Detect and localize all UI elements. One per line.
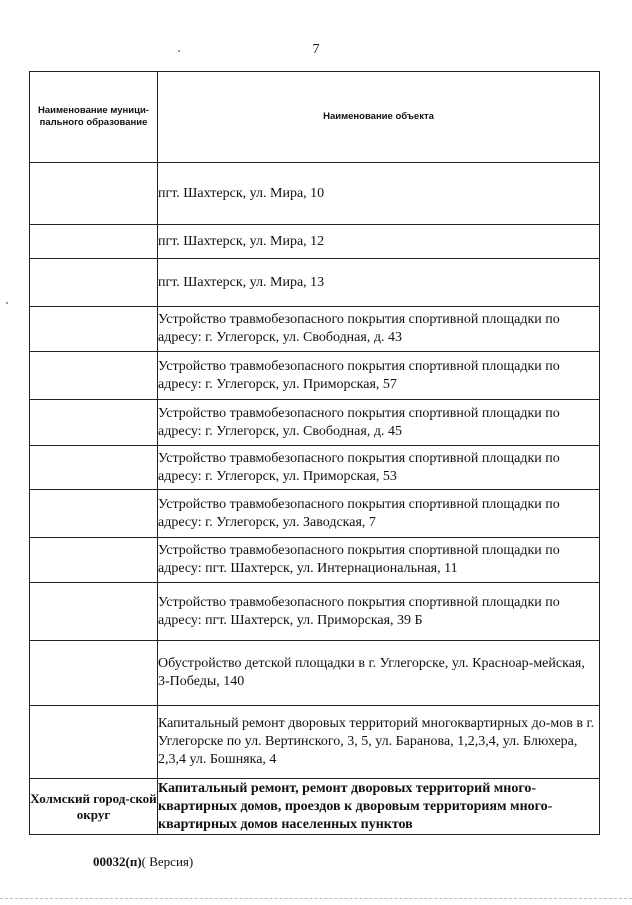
table-row bbox=[30, 259, 600, 307]
object-cell: Устройство травмобезопасного покрытия спортивной площадки по адресу: г. Углегорск, ул. Приморская, 53 bbox=[158, 446, 600, 490]
table-row bbox=[30, 641, 600, 706]
municipality-cell bbox=[30, 259, 158, 307]
municipality-cell bbox=[30, 400, 158, 446]
object-cell: Капитальный ремонт, ремонт дворовых территорий много-квартирных домов, проездов к дворовым территориям много-квартирных домов населенных пунктов bbox=[158, 779, 600, 835]
table-row bbox=[30, 583, 600, 641]
table-header-row bbox=[30, 72, 600, 163]
municipality-cell bbox=[30, 225, 158, 259]
header-object: Наименование объекта bbox=[158, 72, 600, 163]
scan-speck bbox=[6, 302, 8, 304]
object-cell: Устройство травмобезопасного покрытия спортивной площадки по адресу: пгт. Шахтерск, ул. Приморская, 39 Б bbox=[158, 583, 600, 641]
municipality-cell bbox=[30, 538, 158, 583]
object-cell: Устройство травмобезопасного покрытия спортивной площадки по адресу: пгт. Шахтерск, ул. Интернациональная, 11 bbox=[158, 538, 600, 583]
municipality-cell bbox=[30, 490, 158, 538]
object-cell: Устройство травмобезопасного покрытия спортивной площадки по адресу: г. Углегорск, ул. Свободная, д. 43 bbox=[158, 307, 600, 352]
municipality-cell bbox=[30, 641, 158, 706]
objects-table bbox=[29, 71, 600, 835]
document-code-number: 00032(п) bbox=[93, 854, 142, 869]
table-row bbox=[30, 163, 600, 225]
municipality-cell bbox=[30, 583, 158, 641]
document-version: ( Версия) bbox=[141, 854, 194, 869]
municipality-cell bbox=[30, 307, 158, 352]
bottom-edge-line bbox=[0, 898, 632, 899]
table-row bbox=[30, 225, 600, 259]
table-row bbox=[30, 400, 600, 446]
object-cell: Устройство травмобезопасного покрытия спортивной площадки по адресу: г. Углегорск, ул. Заводская, 7 bbox=[158, 490, 600, 538]
municipality-cell bbox=[30, 706, 158, 779]
municipality-cell bbox=[30, 446, 158, 490]
document-code bbox=[93, 854, 193, 870]
object-cell: пгт. Шахтерск, ул. Мира, 13 bbox=[158, 259, 600, 307]
table-row bbox=[30, 446, 600, 490]
table-row bbox=[30, 490, 600, 538]
object-cell: Устройство травмобезопасного покрытия спортивной площадки по адресу: г. Углегорск, ул. Приморская, 57 bbox=[158, 352, 600, 400]
page-number: 7 bbox=[312, 42, 320, 57]
municipality-cell bbox=[30, 163, 158, 225]
municipality-cell bbox=[30, 352, 158, 400]
table-row bbox=[30, 779, 600, 835]
object-cell: пгт. Шахтерск, ул. Мира, 12 bbox=[158, 225, 600, 259]
object-cell: Обустройство детской площадки в г. Углегорске, ул. Красноар-мейская, 3-Победы, 140 bbox=[158, 641, 600, 706]
object-cell: Устройство травмобезопасного покрытия спортивной площадки по адресу: г. Углегорск, ул. Свободная, д. 45 bbox=[158, 400, 600, 446]
scan-speck bbox=[178, 50, 180, 52]
object-cell: пгт. Шахтерск, ул. Мира, 10 bbox=[158, 163, 600, 225]
table-row bbox=[30, 352, 600, 400]
municipality-cell: Холмский город-ской округ bbox=[30, 779, 158, 835]
object-cell: Капитальный ремонт дворовых территорий многоквартирных до-мов в г. Углегорске по ул. Вертинского, 3, 5, ул. Баранова, 1,2,3,4, ул. Блюхера, 2,3,4 ул. Бошняка, 4 bbox=[158, 706, 600, 779]
table-row bbox=[30, 307, 600, 352]
table-row bbox=[30, 706, 600, 779]
table-row bbox=[30, 538, 600, 583]
header-municipality: Наименование муници-пального образование bbox=[30, 72, 158, 163]
